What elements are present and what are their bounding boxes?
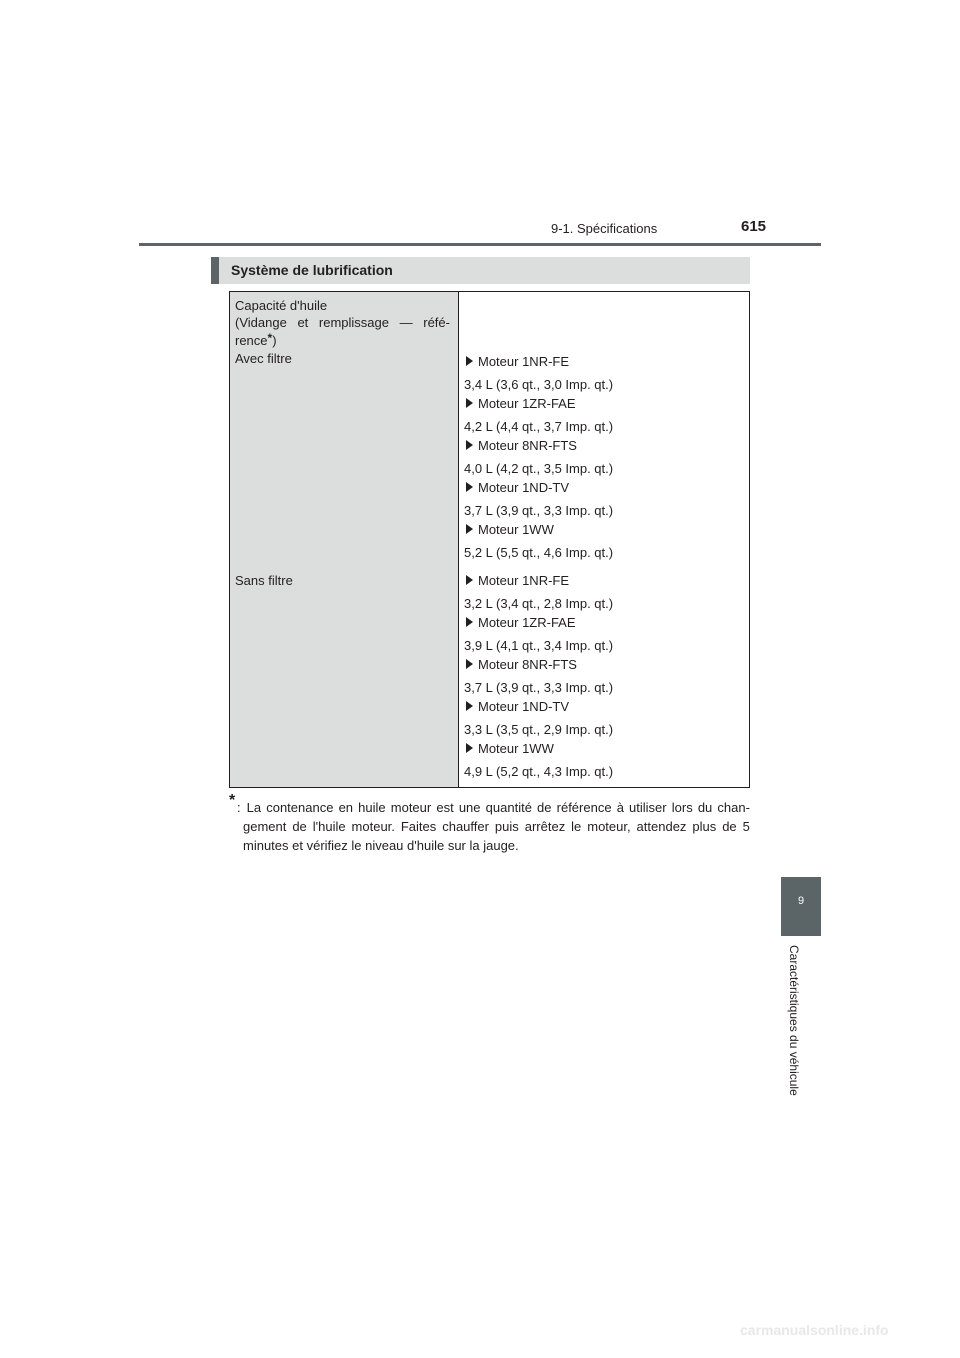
capacity-value: 3,2 L (3,4 qt., 2,8 Imp. qt.) [464,596,614,611]
chapter-number: 9 [797,895,805,907]
footnote-word: une [458,800,481,815]
chapter-tab [781,877,821,936]
reference-asterisk: * [267,331,273,345]
engine-item [464,396,576,411]
engine-item [464,699,569,714]
footnote-word: attendez [636,819,687,834]
footnote-word: l'huile [312,819,346,834]
engine-name: Moteur 1WW [478,741,554,756]
footnote-word: puis [494,819,519,834]
capacity-value: 3,7 L (3,9 qt., 3,3 Imp. qt.) [464,503,614,518]
engine-name: Moteur 1WW [478,522,554,537]
engine-name: Moteur 1ND-TV [478,480,570,495]
engine-name: Moteur 1ZR-FAE [478,615,576,630]
engine-item [464,480,569,495]
capacity-value: 3,7 L (3,9 qt., 3,3 Imp. qt.) [464,680,614,695]
section-title: Système de lubrification [231,262,393,278]
footnote-word: contenance [266,800,334,815]
footnote-word: plus [692,819,717,834]
footnote-word-text: La [246,800,262,815]
capacity-value: 4,0 L (4,2 qt., 3,5 Imp. qt.) [464,461,614,476]
label-with-filter: Avec filtre [235,351,292,366]
arrow-bullet-icon [466,743,473,753]
capacity-value: 3,9 L (4,1 qt., 3,4 Imp. qt.) [464,638,614,653]
footnote-word [237,798,262,817]
header-section-title: 9-1. Spécifications [551,221,658,236]
engine-name: Moteur 8NR-FTS [478,657,577,672]
label-oil-capacity-detail [235,314,450,331]
footnote-word: gement [243,819,287,834]
footnote-asterisk: * [229,792,236,809]
engine-name: Moteur 1ZR-FAE [478,396,576,411]
capacity-value: 5,2 L (5,5 qt., 4,6 Imp. qt.) [464,545,614,560]
footnote-word: chauffer [442,819,489,834]
label-reference [235,332,277,349]
capacity-value: 3,4 L (3,6 qt., 3,0 Imp. qt.) [464,377,614,392]
engine-item [464,573,569,588]
label-word: remplissage [318,315,389,330]
engine-name: Moteur 1NR-FE [478,573,570,588]
footnote-line-2 [243,817,750,836]
arrow-bullet-icon [466,398,473,408]
footnote-word: moteur [390,800,432,815]
engine-item [464,615,576,630]
footnote-word: lors [671,800,693,815]
arrow-bullet-icon [466,356,473,366]
footnote-colon: : [237,800,241,815]
footnote-word: Faites [400,819,437,834]
footnote-word: le [571,819,582,834]
footnote-line-1 [237,798,750,817]
label-without-filter: Sans filtre [235,573,293,588]
arrow-bullet-icon [466,440,473,450]
header-rule [139,243,821,246]
label-oil-capacity: Capacité d'huile [235,298,328,313]
arrow-bullet-icon [466,482,473,492]
page-number: 615 [741,218,767,235]
footnote-word: du [697,800,713,815]
footnote-word: de [722,819,737,834]
engine-item [464,438,577,453]
footnote-word: quantité [485,800,532,815]
arrow-bullet-icon [466,524,473,534]
footnote-line-3: minutes et vérifiez le niveau d'huile sur la jauge. [243,838,519,853]
footnote-word: arrêtez [524,819,566,834]
label-close-paren: ) [272,333,277,348]
arrow-bullet-icon [466,701,473,711]
footnote-word: moteur. [351,819,395,834]
label-word: — [399,315,413,330]
footnote-word: utiliser [629,800,667,815]
label-column [230,292,459,787]
watermark: carmanualsonline.info [740,1322,889,1338]
footnote-word: moteur, [587,819,631,834]
chapter-label: Caractéristiques du véhicule [787,945,801,1096]
section-heading-bar [211,257,750,284]
footnote-word: de [537,800,552,815]
engine-name: Moteur 1ND-TV [478,699,570,714]
engine-name: Moteur 8NR-FTS [478,438,577,453]
label-word: réfé- [423,315,450,330]
engine-item [464,522,554,537]
arrow-bullet-icon [466,659,473,669]
footnote-word: à [616,800,624,815]
engine-item [464,741,554,756]
label-word: et [297,315,309,330]
footnote-word: référence [556,800,612,815]
label-reference-word: rence [235,333,268,348]
footnote-word: 5 [742,819,750,834]
engine-item [464,354,569,369]
arrow-bullet-icon [466,617,473,627]
arrow-bullet-icon [466,575,473,585]
value-column [459,292,749,787]
capacity-value: 4,9 L (5,2 qt., 4,3 Imp. qt.) [464,764,614,779]
footnote-word: chan- [717,800,750,815]
engine-item [464,657,577,672]
spec-table [229,291,750,788]
label-word: (Vidange [235,315,287,330]
engine-name: Moteur 1NR-FE [478,354,570,369]
capacity-value: 3,3 L (3,5 qt., 2,9 Imp. qt.) [464,722,614,737]
footnote-word: en [338,800,354,815]
footnote-word: est [436,800,454,815]
footnote-word: huile [358,800,386,815]
footnote-word: de [292,819,307,834]
capacity-value: 4,2 L (4,4 qt., 3,7 Imp. qt.) [464,419,614,434]
